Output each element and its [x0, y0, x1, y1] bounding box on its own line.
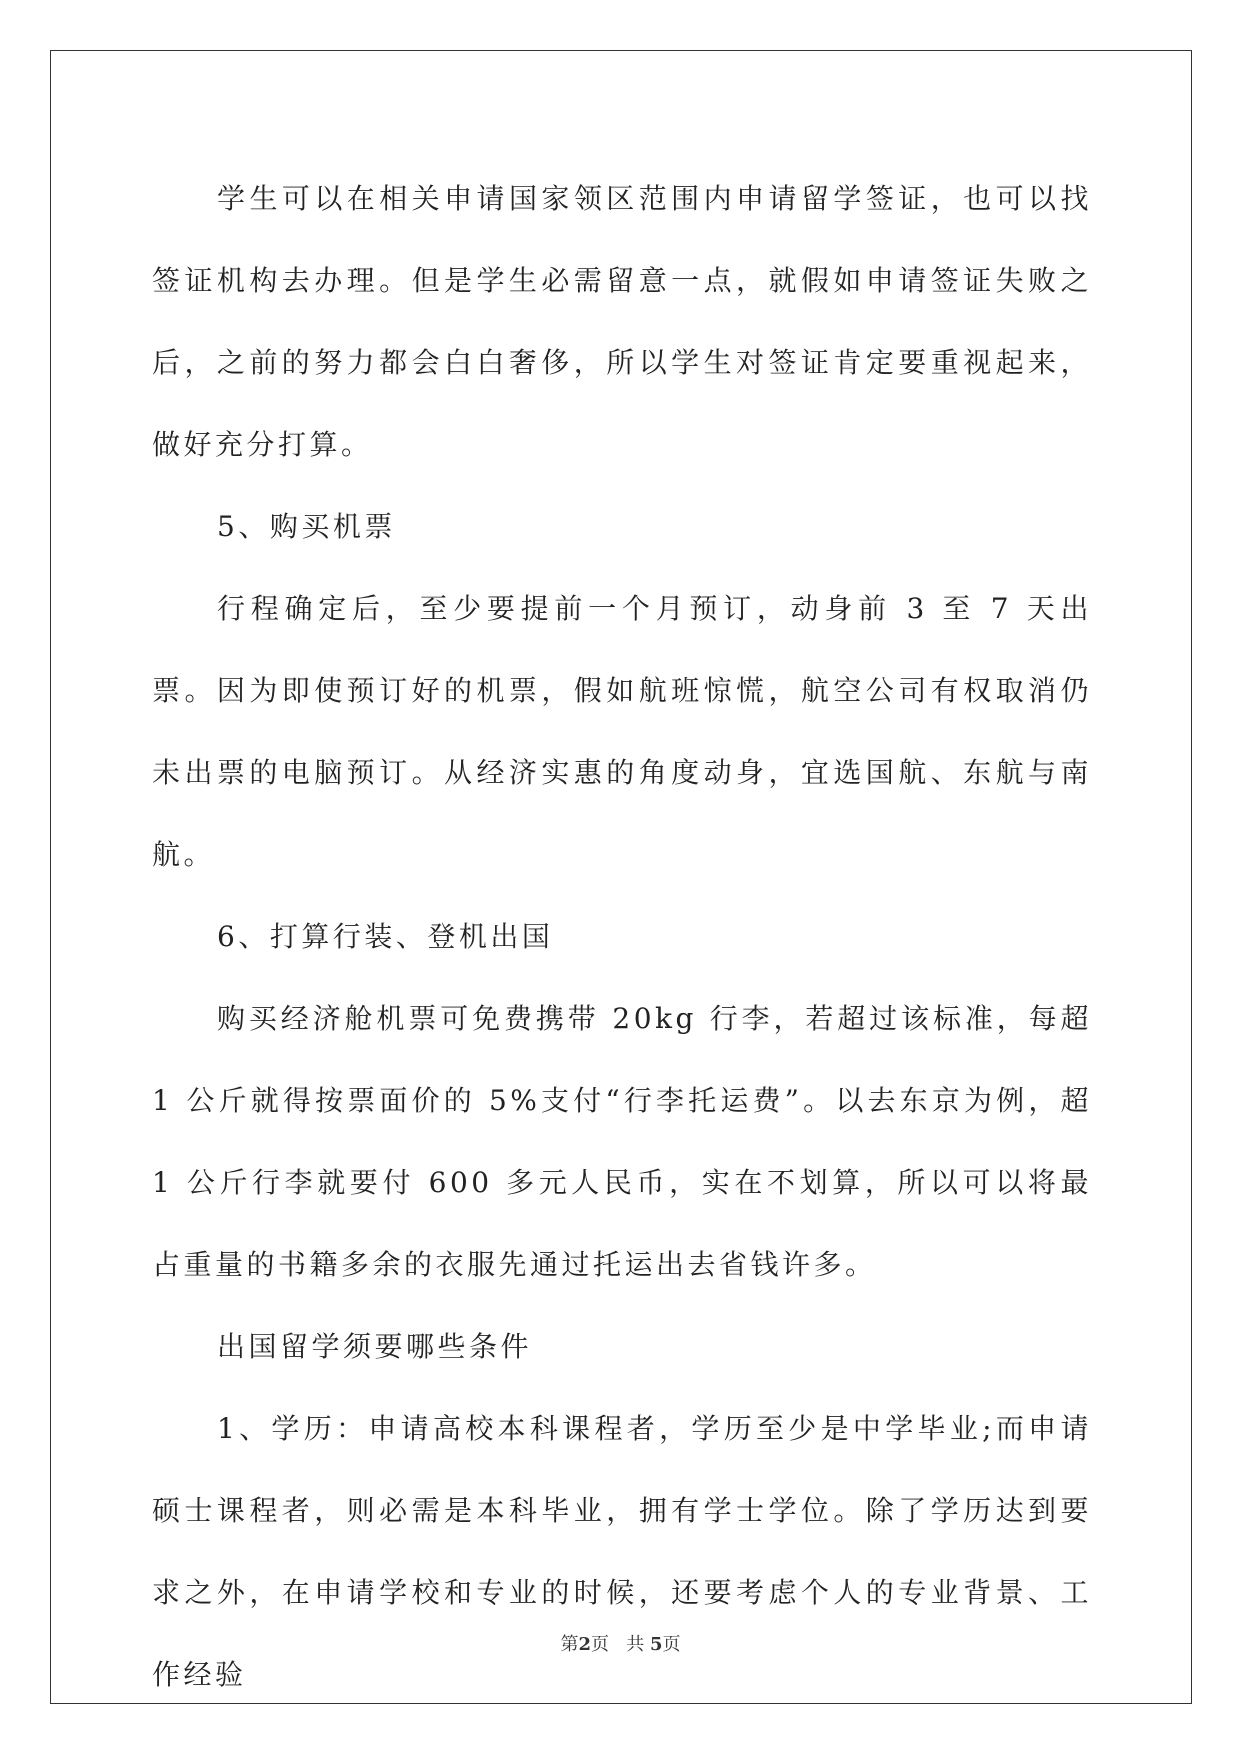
paragraph-visa: 学生可以在相关申请国家领区范围内申请留学签证，也可以找签证机构去办理。但是学生必需留意一点，就假如申请签证失败之后，之前的努力都会白白奢侈，所以学生对签证肯定要重视起来，做好充分打算。	[152, 182, 1092, 461]
paragraph-luggage: 购买经济舱机票可免费携带 20kg 行李，若超过该标准，每超 1 公斤就得按票面价的 5%支付“行李托运费”。以去东京为例，超 1 公斤行李就要付 600 多元人民币，实在不划算，所以可以将最占重量的书籍多余的衣服先通过托运出去省钱许多。	[152, 1002, 1092, 1281]
paragraph-tickets: 行程确定后，至少要提前一个月预订，动身前 3 至 7 天出票。因为即使预订好的机票，假如航班惊慌，航空公司有权取消仍未出票的电脑预订。从经济实惠的角度动身，宜选国航、东航与南航。	[152, 592, 1092, 871]
heading-luggage: 6、打算行装、登机出国	[217, 920, 554, 953]
page-number-suffix: 页	[591, 1634, 610, 1655]
page-total-suffix: 页	[662, 1634, 681, 1655]
page-total-prefix: 共	[626, 1634, 645, 1655]
page-number-prefix: 第	[560, 1634, 579, 1655]
page-number-total: 5	[649, 1634, 663, 1655]
heading-buy-tickets: 5、购买机票	[217, 510, 396, 543]
heading-requirements: 出国留学须要哪些条件	[217, 1330, 533, 1363]
paragraph-education: 1、学历：申请高校本科课程者，学历至少是中学毕业;而申请硕士课程者，则必需是本科毕业，拥有学士学位。除了学历达到要求之外，在申请学校和专业的时候，还要考虑个人的专业背景、工作经验	[152, 1412, 1092, 1691]
page-number-current: 2	[578, 1634, 592, 1655]
page-footer	[0, 1630, 1241, 1656]
document-body	[152, 158, 1092, 1716]
